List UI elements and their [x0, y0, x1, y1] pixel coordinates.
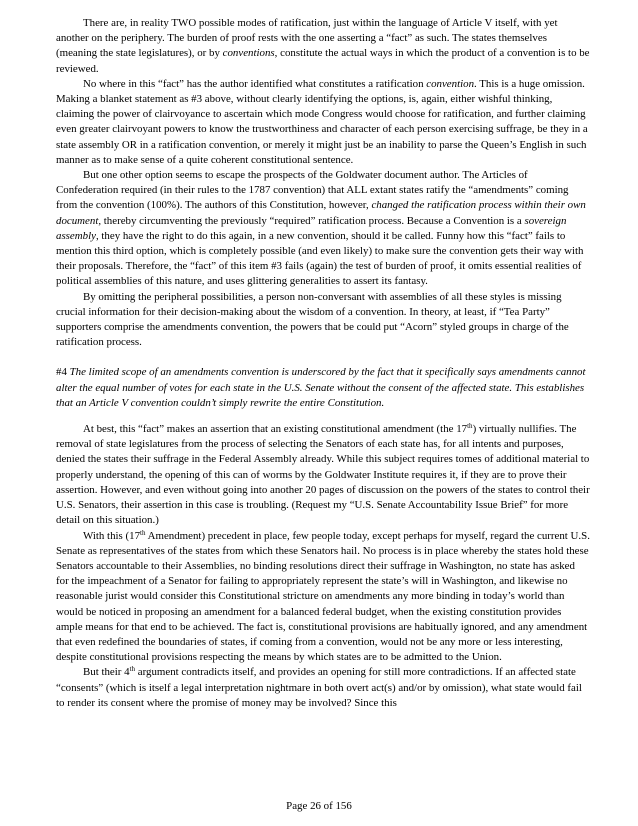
- text-run: But their 4: [83, 666, 130, 679]
- text-run: But one other option seems to escape the prospects of the Goldwater document author. The Articles of Confederation required (in their rules to the 1787 convention) that ALL extant states ratify the “amendments” coming from the convention (100%). The authors of this Constitution, however,: [56, 169, 569, 212]
- page-total: 156: [335, 800, 352, 812]
- item-number: #4: [56, 366, 70, 379]
- page-footer: [0, 800, 638, 812]
- text-run: With this (17: [83, 529, 141, 542]
- text-run: . This is a huge omission. Making a blanket statement as #3 above, without clearly identifying the options, is, again, either wishful thinking, claiming the power of clairvoyance to ascertain which mode Congress would choose for ratification, and further claiming even greater clairvoyant powers to know the trustworthiness and character of each person exercising suffrage, be they in a state assembly OR in a ratification convention, or merely it might just be an inability to parse the Queen’s English in such manner as to make sense of a quite coherent constitutional sentence.: [56, 77, 588, 166]
- text-run: thereby circumventing the previously “required” ratification process. Because a Convention is a: [101, 214, 525, 227]
- paragraph-spacer: [56, 350, 590, 365]
- paragraph-spacer: [56, 411, 590, 422]
- body-text: [56, 16, 590, 711]
- paragraph-third-option: [56, 168, 590, 290]
- text-run: There are, in reality TWO possible modes of ratification, just within the language of Article V itself, with yet another on the periphery. The burden of proof rests with the one asserting a “fact” as such. The states themselves (meaning the state legislatures), or by: [56, 17, 558, 60]
- paragraph-peripheral-possibilities: By omitting the peripheral possibilities, a person non-conversant with assemblies of all these styles is missing crucial information for their decision-making about the wisdom of a convention. In theory, at least, if “Tea Party” supporters comprise the amendments convention, the powers that be could put “Acorn” styled groups in charge of the ratification process.: [56, 290, 569, 349]
- paragraph-ratification-modes: [56, 16, 590, 77]
- text-run: argument contradicts itself, and provides an opening for still more contradictions. If an affected state “consents” (which is itself a legal interpretation nightmare in both overt act(s) and/or by omission), what state would fail to render its consent where the promise of money may be involved? Since this: [56, 666, 582, 709]
- text-run: ) virtually nullifies. The removal of state legislatures from the process of selecting the Senators of each state has, for all intents and purposes, denied the states their suffrage in the Federal Assembly already. While this subject requires tomes of additional material to properly understand, the opening of this can of worms by the Goldwater Institute requires it, if they are to prove their assertion. However, and even without going into another 20 pages of discussion on the powers of the states to control their U.S. Senators, their assertion in this case is troubling. (Request my “U.S. Senate Accountability Issue Brief” for more detail on this situation.): [56, 423, 590, 527]
- italic-run: sovereign assembly: [56, 214, 567, 242]
- paragraph-senate-precedent: [56, 529, 590, 666]
- paragraph-item-4-quote: [56, 365, 590, 411]
- italic-run: The limited scope of an amendments convention is underscored by the fact that it specifically says amendments cannot alter the equal number of votes for each state in the U.S. Senate without the consent of the affected state. This establishes that an Article V convention couldn’t simply rewrite the entire Constitution.: [56, 366, 586, 409]
- paragraph-seventeenth-amendment: [56, 422, 590, 528]
- italic-run: convention: [426, 77, 475, 90]
- text-run: , they have the right to do this again, in a new convention, should it be called. Funny how this “fact” fails to mention this third option, which is completely possible (and even likely) to make sure the convention gets their way with their proposals. Therefore, the “fact” of this item #3 fails (again) the test of burden of proof, it omits essential realities of political assemblies of this nature, and uses glittering generalities to assert its fantasy.: [56, 229, 584, 288]
- superscript: th: [467, 422, 473, 431]
- paragraph-fourth-argument: [56, 665, 590, 711]
- page-number: 26: [310, 800, 321, 812]
- text-run: Amendment) precedent in place, few people today, except perhaps for myself, regard the current U.S. Senate as representatives of the states from which these Senators hail. No process is in place whereby the states hold these Senators accountable to their Assemblies, no binding resolutions direct their suffrage in Washington, no state has asked for the impeachment of a Senator for failing to appropriately represent the state’s will in Washington, and likewise no reasonable jurist would consider this Constitutional stricture on amendments any more binding in today’s world than would be noticed in proposing an amendment for a balanced federal budget, when the existing constitution provides ample means for that end to be achieved. The fact is, constitutional provisions are habitually ignored, and any amendment that even redefined the boundaries of states, if coming from a convention, would not be any more or less interesting, despite constitutional provisions respecting the means by which states are to be admitted to the Union.: [56, 529, 590, 664]
- text-run: At best, this “fact” makes an assertion that an existing constitutional amendment (the 17: [83, 423, 468, 436]
- superscript: th: [129, 665, 136, 674]
- italic-run: changed the ratification process within their own document,: [56, 199, 586, 227]
- footer-prefix: Page: [286, 800, 311, 812]
- italic-run: conventions: [222, 47, 275, 60]
- paragraph-ratification-convention: [56, 77, 590, 168]
- text-run: No where in this “fact” has the author identified what constitutes a ratification: [83, 77, 427, 90]
- text-run: , constitute the actual ways in which the product of a convention is to be reviewed.: [56, 47, 590, 75]
- superscript: th: [140, 528, 146, 537]
- footer-of: of: [320, 800, 336, 812]
